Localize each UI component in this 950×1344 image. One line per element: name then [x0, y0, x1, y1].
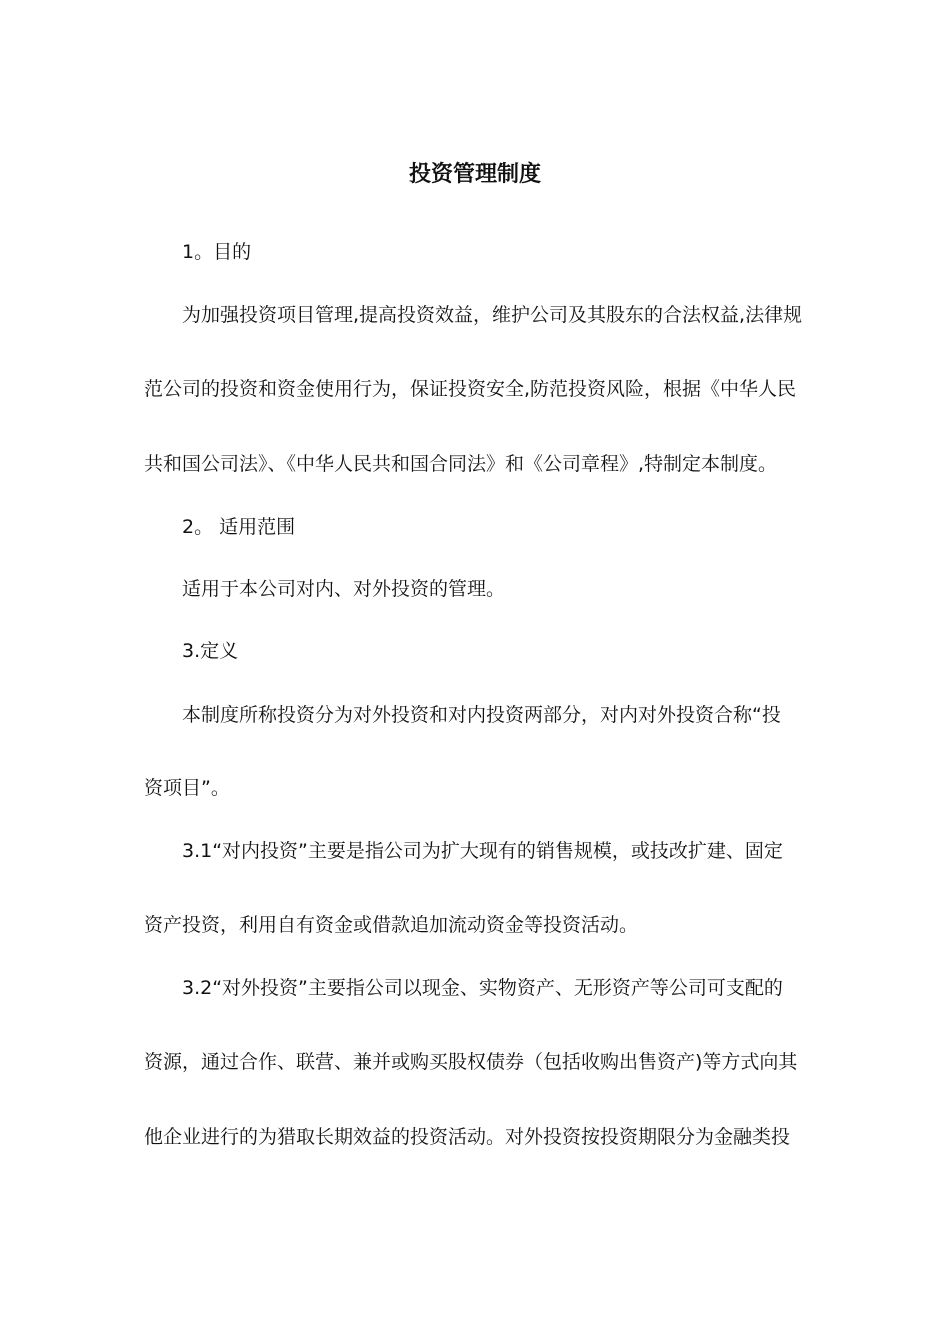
section-heading-purpose: 1。目的 — [182, 241, 252, 263]
body-line: 3.2“对外投资”主要指公司以现金、实物资产、无形资产等公司可支配的 — [182, 977, 783, 999]
body-line: 他企业进行的为猎取长期效益的投资活动。对外投资按投资期限分为金融类投 — [144, 1126, 791, 1148]
document-title: 投资管理制度 — [408, 162, 541, 187]
body-line: 资源，通过合作、联营、兼并或购买股权债券（包括收购出售资产)等方式向其 — [144, 1051, 798, 1073]
section-heading-definition: 3.定义 — [182, 640, 239, 662]
body-line: 资项目”。 — [144, 777, 230, 799]
body-line: 适用于本公司对内、对外投资的管理。 — [182, 578, 506, 600]
body-line: 共和国公司法》、《中华人民共和国合同法》和《公司章程》,特制定本制度。 — [144, 453, 778, 475]
body-line: 资产投资，利用自有资金或借款追加流动资金等投资活动。 — [144, 914, 639, 936]
body-line: 3.1“对内投资”主要是指公司为扩大现有的销售规模，或技改扩建、固定 — [182, 840, 783, 862]
body-line: 为加强投资项目管理,提高投资效益，维护公司及其股东的合法权益,法律规 — [182, 304, 803, 326]
body-line: 本制度所称投资分为对外投资和对内投资两部分，对内对外投资合称“投 — [182, 704, 781, 726]
body-line: 范公司的投资和资金使用行为，保证投资安全,防范投资风险，根据《中华人民 — [144, 378, 797, 400]
section-heading-scope: 2。 适用范围 — [182, 516, 296, 538]
